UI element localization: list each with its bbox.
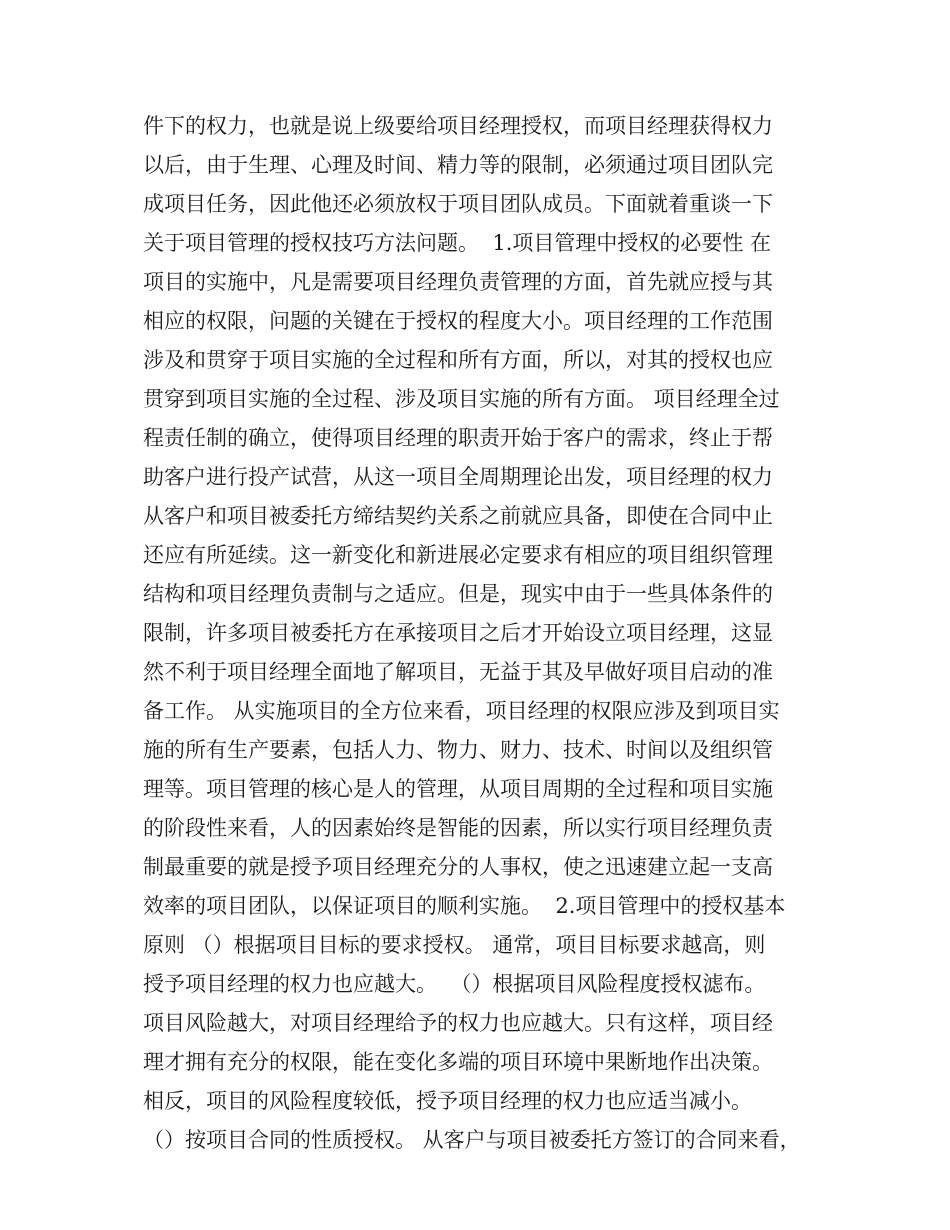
text-line: 授予项目经理的权力也应越大。 （）根据项目风险程度授权滤布。 [143, 972, 766, 996]
text-line: 理才拥有充分的权限，能在变化多端的项目环境中果断地作出决策。 [143, 1050, 773, 1074]
text-line: 的阶段性来看，人的因素始终是智能的因素，所以实行项目经理负责 [143, 816, 773, 840]
text-line: 成项目任务，因此他还必须放权于项目团队成员。下面就着重谈一下 [143, 192, 773, 216]
text-line: 以后，由于生理、心理及时间、精力等的限制，必须通过项目团队完 [143, 153, 773, 177]
text-line: 原则 （）根据项目目标的要求授权。 通常，项目目标要求越高，则 [143, 933, 766, 957]
text-line: 项目的实施中，凡是需要项目经理负责管理的方面，首先就应授与其 [143, 270, 773, 294]
text-line: 限制，许多项目被委托方在承接项目之后才开始设立项目经理，这显 [143, 621, 773, 645]
text-line: 贯穿到项目实施的全过程、涉及项目实施的所有方面。 项目经理全过 [143, 387, 780, 411]
text-line: （）按项目合同的性质授权。 从客户与项目被委托方签订的合同来看， [143, 1128, 801, 1152]
text-line: 备工作。 从实施项目的全方位来看，项目经理的权限应涉及到项目实 [143, 699, 780, 723]
text-line: 助客户进行投产试营，从这一项目全周期理论出发，项目经理的权力 [143, 465, 773, 489]
text-line: 关于项目管理的授权技巧方法问题。 1.项目管理中授权的必要性 在 [143, 231, 772, 255]
text-line: 相应的权限，问题的关键在于授权的程度大小。项目经理的工作范围 [143, 309, 773, 333]
text-line: 项目风险越大，对项目经理给予的权力也应越大。只有这样，项目经 [143, 1011, 773, 1035]
text-line: 效率的项目团队，以保证项目的顺利实施。 2.项目管理中的授权基本 [143, 894, 786, 918]
text-line: 涉及和贯穿于项目实施的全过程和所有方面，所以，对其的授权也应 [143, 348, 773, 372]
body-text [143, 107, 833, 1160]
text-line: 理等。项目管理的核心是人的管理，从项目周期的全过程和项目实施 [143, 777, 773, 801]
text-line: 从客户和项目被委托方缔结契约关系之前就应具备，即使在合同中止 [143, 504, 773, 528]
text-line: 制最重要的就是授予项目经理充分的人事权，使之迅速建立起一支高 [143, 855, 773, 879]
text-line: 结构和项目经理负责制与之适应。但是，现实中由于一些具体条件的 [143, 582, 773, 606]
text-line: 然不利于项目经理全面地了解项目，无益于其及早做好项目启动的准 [143, 660, 773, 684]
text-line: 相反，项目的风险程度较低，授予项目经理的权力也应适当减小。 [143, 1089, 752, 1113]
text-line: 还应有所延续。这一新变化和新进展必定要求有相应的项目组织管理 [143, 543, 773, 567]
text-line: 件下的权力，也就是说上级要给项目经理授权，而项目经理获得权力 [143, 114, 773, 138]
text-line: 程责任制的确立，使得项目经理的职责开始于客户的需求，终止于帮 [143, 426, 773, 450]
text-line: 施的所有生产要素，包括人力、物力、财力、技术、时间以及组织管 [143, 738, 773, 762]
